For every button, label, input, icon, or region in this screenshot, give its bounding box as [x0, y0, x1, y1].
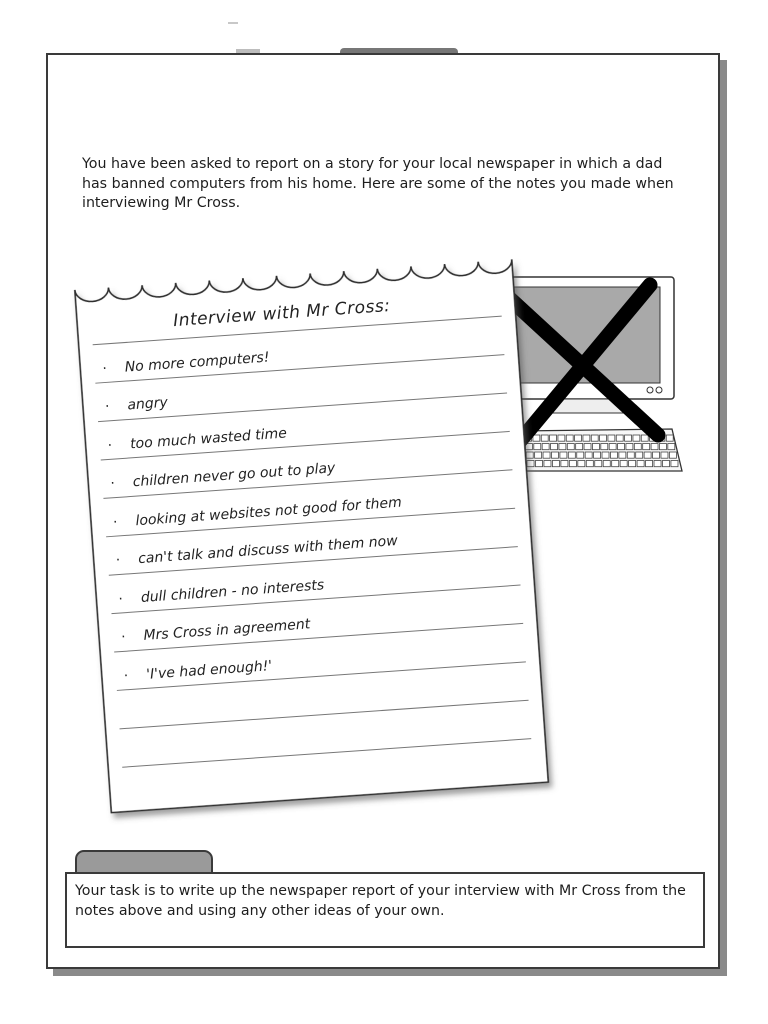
bullet: ·	[112, 513, 119, 531]
note-text: No more computers!	[124, 349, 270, 376]
note-item	[110, 460, 336, 492]
keyboard-key	[551, 452, 558, 458]
keyboard-key	[634, 444, 641, 450]
note-item	[107, 425, 287, 453]
keyboard-key	[544, 461, 551, 467]
intro-paragraph: You have been asked to report on a story for your local newspaper in which a dad has banned computers from his home. Here are some of the notes you made when interviewing Mr Cross.	[82, 156, 674, 211]
keyboard-key	[612, 461, 619, 467]
keyboard-key	[566, 435, 573, 441]
note-item	[105, 395, 169, 415]
notepad-content	[74, 243, 549, 812]
keyboard-key	[586, 461, 593, 467]
note-text: too much wasted time	[129, 424, 288, 452]
keyboard-key	[583, 435, 590, 441]
keyboard-key	[578, 461, 585, 467]
keyboard-key	[662, 461, 669, 467]
keyboard-key	[551, 444, 558, 450]
keyboard-key	[584, 444, 591, 450]
keyboard-key	[585, 452, 592, 458]
keyboard-key	[620, 461, 627, 467]
keyboard-key	[644, 452, 651, 458]
keyboard-key	[625, 435, 632, 441]
keyboard-key	[543, 452, 550, 458]
note-text: 'I've had enough!'	[145, 657, 273, 683]
note-item	[118, 577, 325, 607]
crossed-out-computer-icon	[500, 275, 690, 475]
keyboard-key	[534, 444, 541, 450]
bullet: ·	[123, 667, 129, 684]
keyboard-key	[633, 435, 640, 441]
keyboard-key	[550, 435, 557, 441]
keyboard-key	[668, 444, 675, 450]
keyboard-key	[526, 452, 533, 458]
note-item	[123, 658, 272, 684]
keyboard-key	[641, 435, 648, 441]
keyboard-key	[575, 435, 582, 441]
bullet: ·	[115, 552, 121, 569]
keyboard-key	[591, 435, 598, 441]
keyboard-key	[576, 444, 583, 450]
keyboard-key	[603, 461, 610, 467]
keyboard-key	[601, 444, 608, 450]
bullet: ·	[104, 398, 111, 416]
keyboard-key	[535, 452, 542, 458]
note-text: children never go out to play	[132, 460, 336, 491]
keyboard-key	[535, 461, 542, 467]
keyboard-key	[653, 452, 660, 458]
keyboard-key	[592, 444, 599, 450]
keyboard-key	[610, 452, 617, 458]
keyboard-key	[659, 444, 666, 450]
note-text: angry	[126, 394, 169, 414]
keyboard-key	[595, 461, 602, 467]
note-item	[102, 349, 270, 377]
keyboard-key	[616, 435, 623, 441]
keyboard-key	[602, 452, 609, 458]
keyboard-key	[618, 444, 625, 450]
keyboard-key	[671, 461, 678, 467]
keyboard-key	[527, 461, 534, 467]
note-text: looking at websites not good for them	[134, 494, 403, 529]
task-box	[65, 872, 705, 948]
keyboard-key	[637, 461, 644, 467]
keyboard-key	[568, 452, 575, 458]
keyboard-key	[627, 452, 634, 458]
keyboard-key	[569, 461, 576, 467]
keyboard-key	[666, 435, 673, 441]
keyboard-key	[600, 435, 607, 441]
keyboard-key	[609, 444, 616, 450]
keyboard-key	[541, 435, 548, 441]
keyboard-key	[577, 452, 584, 458]
keyboard-key	[594, 452, 601, 458]
keyboard-key	[651, 444, 658, 450]
keyboard-key	[542, 444, 549, 450]
task-text: Your task is to write up the newspaper report of your interview with Mr Cross from the notes above and using any other ideas of your own.	[75, 883, 686, 919]
note-text: Mrs Cross in agreement	[143, 616, 311, 644]
bullet: ·	[120, 629, 127, 646]
note-text: can't talk and discuss with them now	[137, 533, 399, 568]
keyboard-key	[561, 461, 568, 467]
keyboard-key	[558, 435, 565, 441]
top-mark	[228, 22, 238, 24]
note-item	[115, 533, 398, 569]
note-text: dull children - no interests	[140, 576, 325, 606]
bullet: ·	[109, 475, 116, 492]
keyboard-key	[661, 452, 668, 458]
keyboard-key	[619, 452, 626, 458]
keyboard-key	[567, 444, 574, 450]
keyboard-key	[560, 452, 567, 458]
notepad-heading: Interview with Mr Cross:	[172, 295, 392, 332]
note-item	[121, 616, 311, 645]
interview-notepad	[74, 243, 549, 812]
keyboard-key	[669, 452, 676, 458]
keyboard-key	[552, 461, 559, 467]
keyboard-key	[626, 444, 633, 450]
keyboard-key	[646, 461, 653, 467]
keyboard-key	[654, 461, 661, 467]
keyboard-key	[629, 461, 636, 467]
keyboard-key	[643, 444, 650, 450]
keyboard-key	[636, 452, 643, 458]
bullet: ·	[107, 437, 113, 454]
bullet: ·	[117, 590, 124, 608]
keyboard-key	[559, 444, 566, 450]
note-item	[113, 494, 403, 530]
keyboard-key	[608, 435, 615, 441]
bullet: ·	[101, 360, 108, 377]
